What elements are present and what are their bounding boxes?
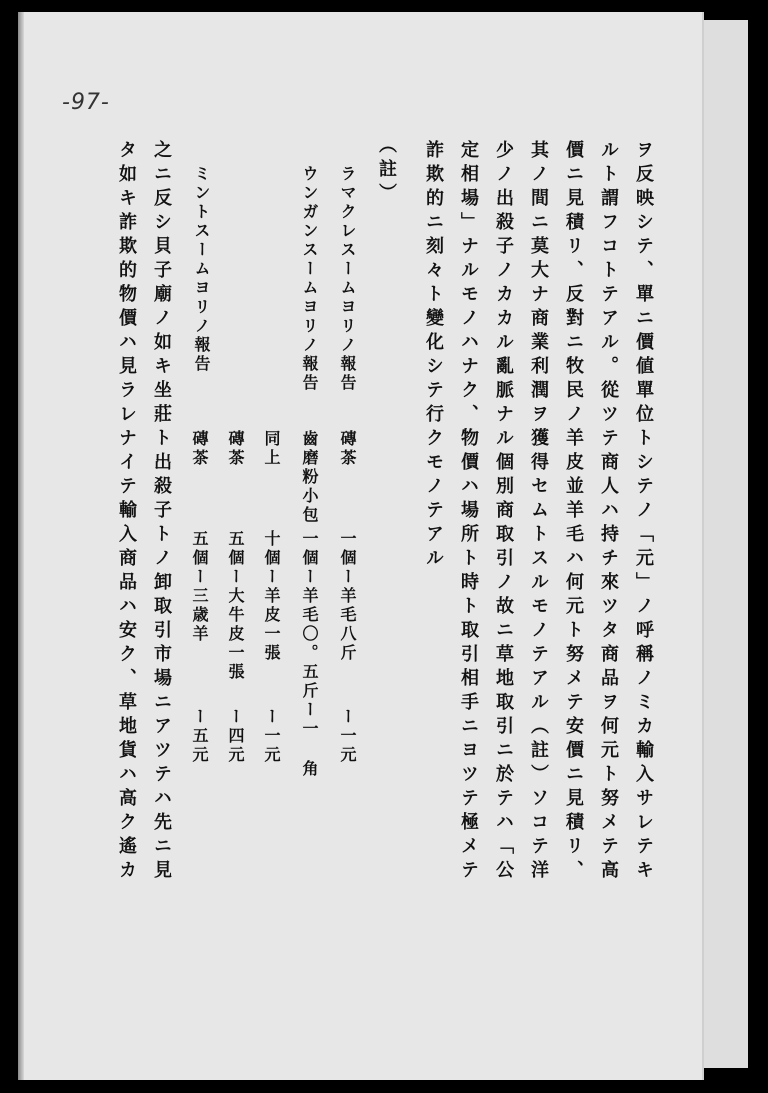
page-number: -97- — [62, 90, 110, 115]
report-quantity: 十個ー羊皮一張 — [262, 530, 281, 663]
report-price: 角 — [300, 760, 319, 779]
report-price: ー一元 — [262, 708, 281, 765]
report-item: 同上 — [262, 430, 281, 468]
report-item: 齒磨粉小包 — [300, 430, 319, 525]
body-line: 之ニ反シ貝子廟ノ如キ坐莊ト出殺子トノ卸取引市場ニアツテハ先ニ見 — [151, 140, 172, 884]
report-price: ー五元 — [190, 708, 209, 765]
adjacent-page-strip — [704, 20, 748, 1068]
report-price: ー一元 — [338, 708, 357, 765]
report-price: ー四元 — [226, 708, 245, 765]
report-source: ラマクレスームヨリノ報告 — [338, 165, 357, 393]
report-item: 磚茶 — [226, 430, 245, 468]
report-item: 磚茶 — [190, 430, 209, 468]
report-source: ウンガンスームヨリノ報告 — [300, 165, 319, 393]
body-line: 詐欺的ニ刻々ト變化シテ行クモノテアル — [423, 140, 444, 572]
body-line: 少ノ出殺子ノカカル亂脈ナル個別商取引ノ故ニ草地取引ニ於テハ「公 — [493, 140, 514, 884]
body-line: 其ノ間ニ莫大ナ商業利潤ヲ獲得セムトスルモノテアル（註）ソコテ洋 — [528, 140, 549, 884]
report-source: ミントスームヨリノ報告 — [192, 165, 211, 374]
page-binding-edge — [18, 12, 24, 1080]
body-line: タ如キ詐欺的物價ハ見ラレナイテ輸入商品ハ安ク、草地貨ハ高ク遙カ — [116, 140, 137, 884]
report-item: 磚茶 — [338, 430, 357, 468]
report-quantity: 一個ー羊毛〇。五斤ー一 — [300, 530, 319, 739]
note-label: （註） — [376, 135, 397, 207]
body-line: 價ニ見積リ、反對ニ牧民ノ羊皮並羊毛ハ何元ト努メテ安價ニ見積リ、 — [563, 140, 584, 884]
body-line: ヲ反映シテ、單ニ價値單位トシテノ「元」ノ呼稱ノミカ輸入サレテキ — [633, 140, 654, 884]
body-line: ルト謂フコトテアル。從ツテ商人ハ持チ來ツタ商品ヲ何元ト努メテ高 — [598, 140, 619, 884]
report-quantity: 五個ー三歳羊 — [190, 530, 209, 644]
body-line: 定相場」ナルモノハナク、物價ハ場所ト時ト取引相手ニヨツテ極メテ — [458, 140, 479, 884]
report-quantity: 五個ー大牛皮一張 — [226, 530, 245, 682]
report-quantity: 一個ー羊毛八斤 — [338, 530, 357, 663]
